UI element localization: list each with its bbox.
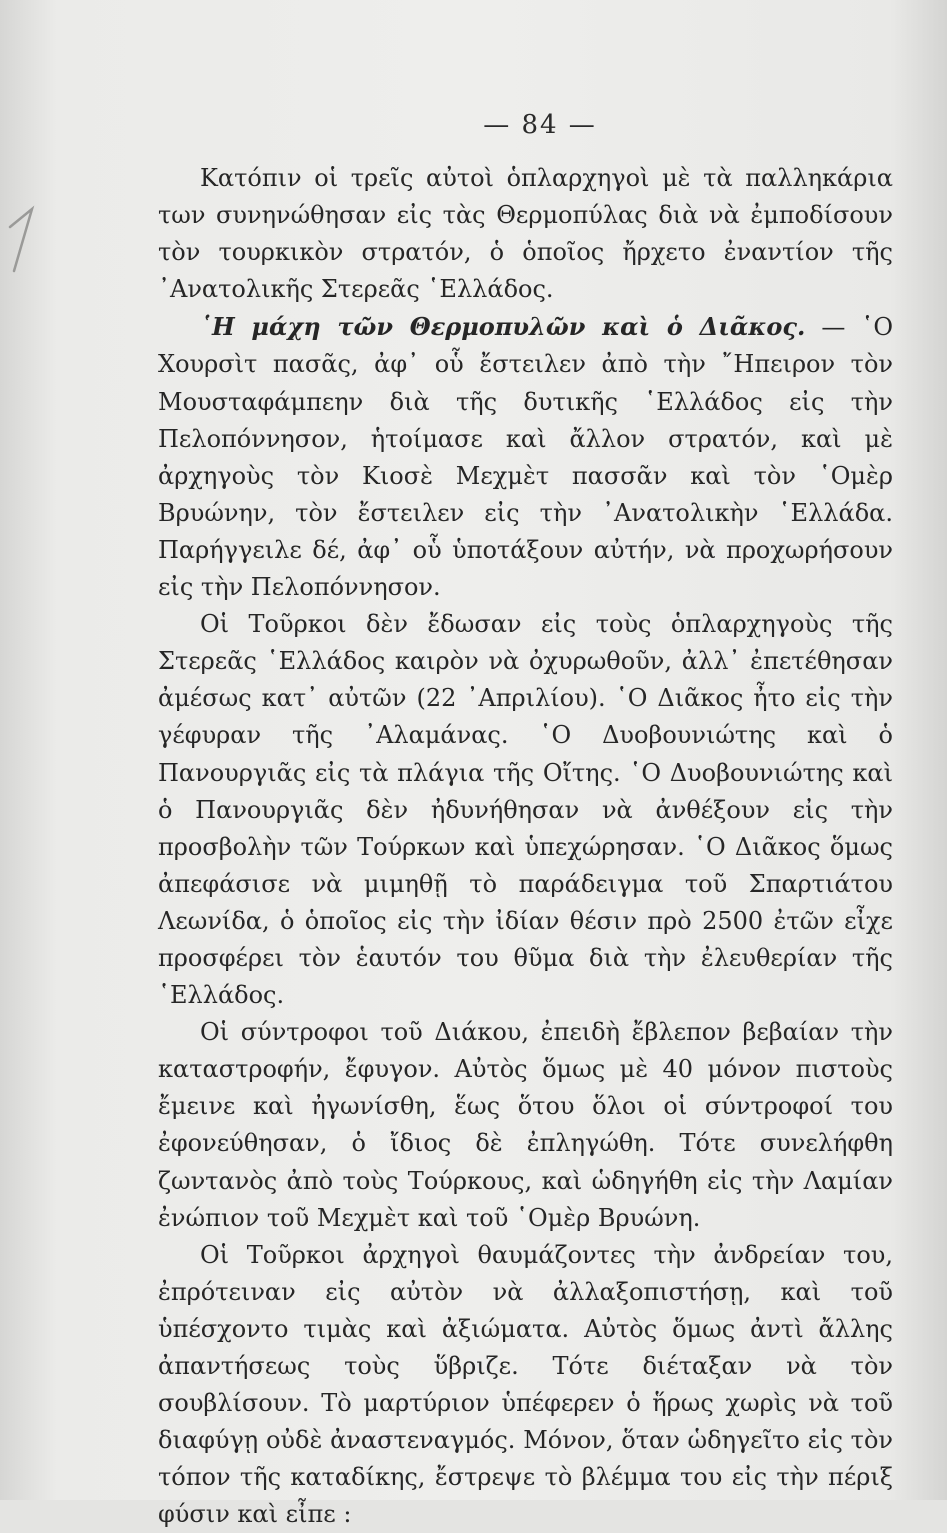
body-text [158,160,893,1533]
paragraph-4: Οἱ σύντροφοι τοῦ Διάκου, ἐπειδὴ ἔβλεπον βεβαίαν τὴν καταστροφήν, ἔφυγον. Αὐτὸς ὅμως μὲ 40 μόνον πιστοὺς ἔμεινε καὶ ἠγωνίσθη, ἕως ὅτου ὅλοι οἱ σύντροφοί του ἐφονεύθησαν, ὁ ἴδιος δὲ ἐπληγώθη. Τότε συνελήφθη ζωντανὸς ἀπὸ τοὺς Τούρκους, καὶ ὡδηγήθη εἰς τὴν Λαμίαν ἐνώπιον τοῦ Μεχμὲτ καὶ τοῦ ῾Ομὲρ Βρυώνη. [158,1018,893,1232]
paragraph-3: Οἱ Τοῦρκοι δὲν ἔδωσαν εἰς τοὺς ὁπλαρχηγοὺς τῆς Στερεᾶς ῾Ελλάδος καιρὸν νὰ ὀχυρωθοῦν, ἀλλ᾿ ἐπετέθησαν ἀμέσως κατ᾿ αὐτῶν (22 ᾿Απριλίου). ῾Ο Διᾶκος ἦτο εἰς τὴν γέφυραν τῆς ᾿Αλαμάνας. ῾Ο Δυοβουνιώτης καὶ ὁ Πανουργιᾶς εἰς τὰ πλάγια τῆς Οἴτης. ῾Ο Δυοβουνιώτης καὶ ὁ Πανουργιᾶς δὲν ἠδυνήθησαν νὰ ἀνθέξουν εἰς τὴν προσβολὴν τῶν Τούρκων καὶ ὑπεχώρησαν. ῾Ο Διᾶκος ὅμως ἀπεφάσισε νὰ μιμηθῇ τὸ παράδειγμα τοῦ Σπαρτιάτου Λεωνίδα, ὁ ὁποῖος εἰς τὴν ἰδίαν θέσιν πρὸ 2500 ἐτῶν εἶχε προσφέρει τὸν ἑαυτόν του θῦμα διὰ τὴν ἐλευθερίαν τῆς ῾Ελλάδος. [158,610,893,1010]
paragraph-2-text: — ῾Ο Χουρσὶτ πασᾶς, ἀφ᾿ οὗ ἔστειλεν ἀπὸ τὴν ῎Ηπειρον τὸν Μουσταφάμπεην διὰ τῆς δυτικῆς ῾Ελλάδος εἰς τὴν Πελοπόννησον, ἡτοίμασε καὶ ἄλλον στρατόν, καὶ μὲ ἀρχηγοὺς τὸν Κιοσὲ Μεχμὲτ πασσᾶν καὶ τὸν ῾Ομὲρ Βρυώνην, τὸν ἔστειλεν εἰς τὴν ᾿Ανατολικὴν ῾Ελλάδα. Παρήγγειλε δέ, ἀφ᾿ οὗ ὑποτάξουν αὐτήν, νὰ προχωρήσουν εἰς τὴν Πελοπόννησον. [158,313,893,602]
paragraph-1: Κατόπιν οἱ τρεῖς αὐτοὶ ὁπλαρχηγοὶ μὲ τὰ παλληκάρια των συνηνώθησαν εἰς τὰς Θερμοπύλας διὰ νὰ ἐμποδίσουν τὸν τουρκικὸν στρατόν, ὁ ὁποῖος ἤρχετο ἐναντίον τῆς ᾿Ανατολικῆς Στερεᾶς ῾Ελλάδος. [158,164,893,304]
paragraph-5: Οἱ Τοῦρκοι ἀρχηγοὶ θαυμάζοντες τὴν ἀνδρείαν του, ἐπρότειναν εἰς αὐτὸν νὰ ἀλλαξοπιστήσῃ, καὶ τοῦ ὑπέσχοντο τιμὰς καὶ ἀξιώματα. Αὐτὸς ὅμως ἀντὶ ἄλλης ἀπαντήσεως τοὺς ὕβριζε. Τότε διέταξαν νὰ τὸν σουβλίσουν. Τὸ μαρτύριον ὑπέφερεν ὁ ἥρως χωρὶς νὰ τοῦ διαφύγῃ οὐδὲ ἀναστεναγμός. Μόνον, ὅταν ὡδηγεῖτο εἰς τὸν τόπον τῆς καταδίκης, ἔστρεψε τὸ βλέμμα του εἰς τὴν πέριξ φύσιν καὶ εἶπε : [158,1240,893,1529]
paragraph-2 [158,308,893,606]
page-number: — 84 — [483,110,597,140]
section-heading: ῾Η μάχη τῶν Θερμοπυλῶν καὶ ὁ Διᾶκος. [200,312,806,342]
pencil-margin-mark [2,205,36,275]
